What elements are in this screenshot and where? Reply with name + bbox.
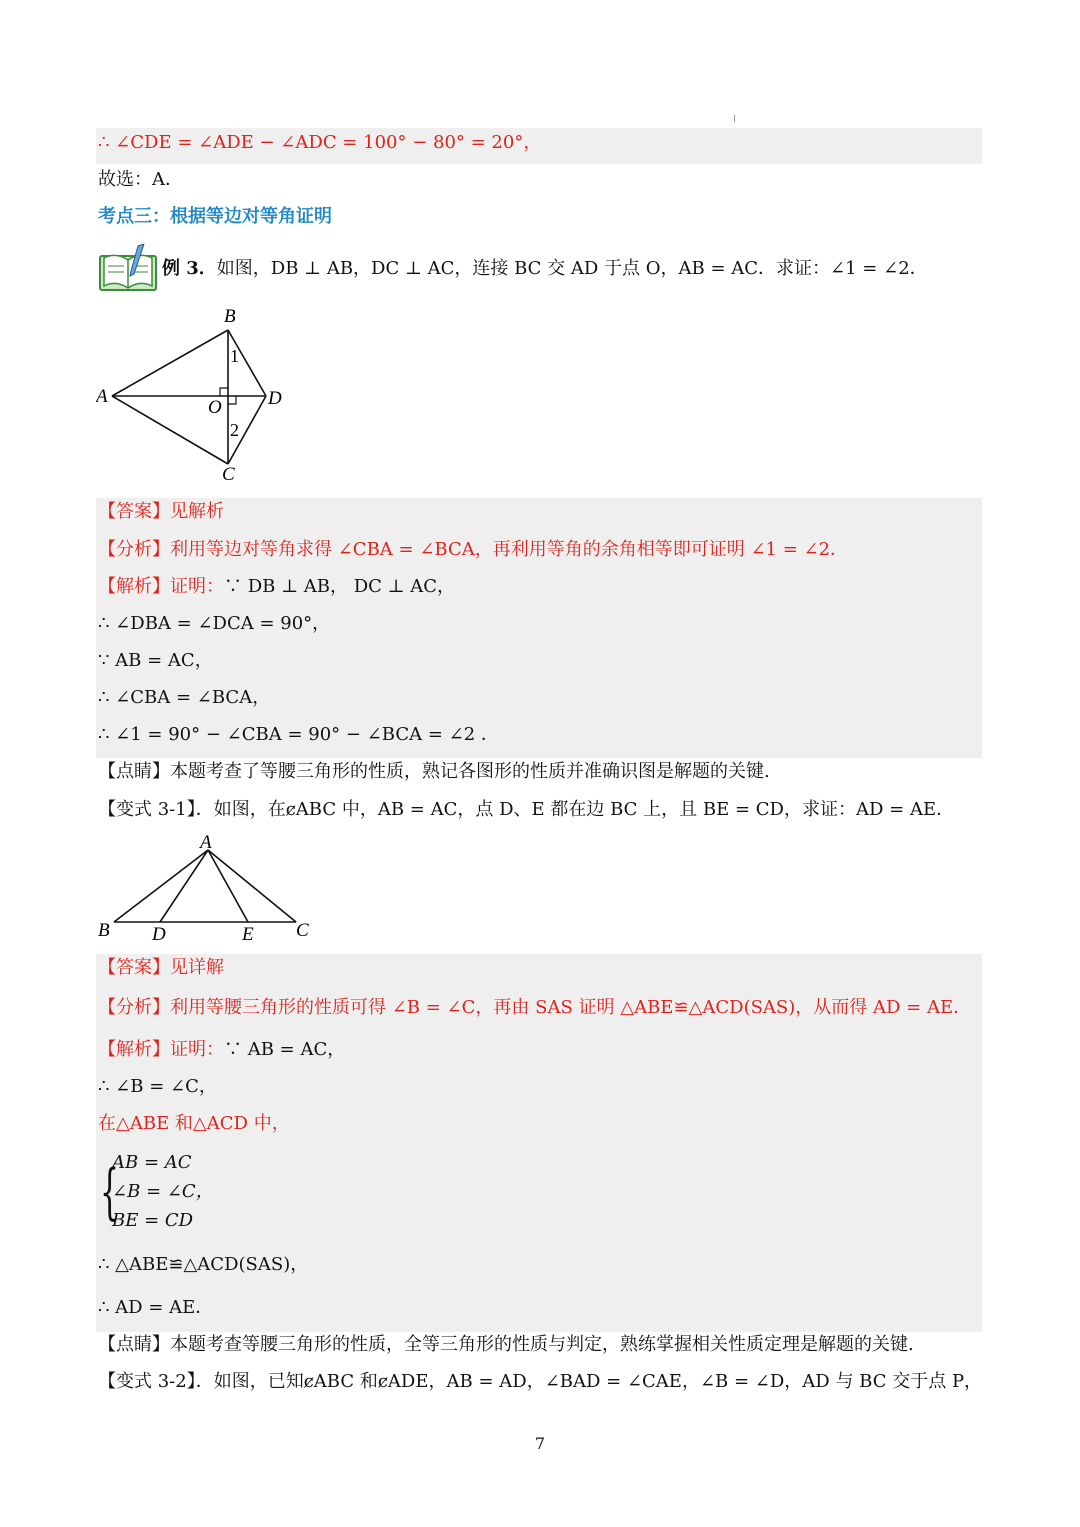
- label-C: C: [222, 464, 235, 485]
- var31-analysis: [98, 996, 971, 1020]
- label-C: C: [296, 920, 309, 941]
- variant-3-2: [98, 1370, 982, 1394]
- system-eq-3: BE = CD: [112, 1210, 194, 1231]
- var31-solution-lead: 证明：: [170, 1039, 224, 1060]
- example-3-label: 例 3．: [162, 258, 217, 279]
- ex3-answer-text: 见解析: [170, 501, 224, 522]
- var31-answer-tag: 【答案】: [98, 957, 170, 978]
- right-angle-mark-top: [220, 388, 228, 396]
- variant-3-1-label: 【变式 3-1】: [98, 799, 196, 820]
- var31-comment-text: 本题考查等腰三角形的性质，全等三角形的性质与判定，熟练掌握相关性质定理是解题的关键.: [170, 1334, 914, 1355]
- top-equation: ∴ ∠CDE = ∠ADE − ∠ADC = 100° − 80° = 20°，: [98, 132, 542, 153]
- example-3: [162, 257, 928, 281]
- label-B: B: [98, 920, 110, 941]
- label-A: A: [96, 386, 108, 407]
- system-eq-1: AB = AC: [112, 1152, 192, 1173]
- ex3-solution-lead: 证明：: [170, 576, 224, 597]
- answer-choice: 故选：A．: [98, 169, 183, 190]
- variant-3-2-text: ．如图，已知ȼABC 和ȼADE，AB = AD，∠BAD = ∠CAE，∠B = ∠D，AD 与 BC 交于点 P，: [195, 1371, 983, 1392]
- ex3-analysis: [98, 538, 848, 562]
- page-number: 7: [534, 1434, 546, 1453]
- seg-AC: [208, 850, 296, 922]
- ex3-solution-3: ∵ AB = AC，: [98, 650, 213, 671]
- ex3-solution-4: ∴ ∠CBA = ∠BCA，: [98, 687, 271, 708]
- ex3-answer: [98, 500, 224, 524]
- ex3-solution-2: ∴ ∠DBA = ∠DCA = 90°，: [98, 613, 331, 634]
- book-icon: [98, 244, 160, 298]
- var31-comment-tag: 【点睛】: [98, 1334, 170, 1355]
- ex3-analysis-tag: 【分析】: [98, 539, 170, 560]
- var31-analysis-tag: 【分析】: [98, 997, 170, 1018]
- figure-triangle: [96, 830, 326, 952]
- var31-solution-first: ∵ AB = AC，: [224, 1039, 346, 1060]
- var31-solution-3: 在△ABE 和△ACD 中，: [98, 1113, 290, 1134]
- var31-solution-5: ∴ AD = AE．: [98, 1297, 214, 1318]
- seg-AD: [160, 850, 208, 922]
- var31-answer-text: 见详解: [170, 957, 224, 978]
- label-angle-2: 2: [230, 420, 239, 440]
- ex3-solution-1: [98, 575, 455, 599]
- var31-solution-tag: 【解析】: [98, 1039, 170, 1060]
- var31-comment: [98, 1333, 914, 1357]
- var31-solution-4: ∴ △ABE≌△ACD(SAS)，: [98, 1254, 309, 1275]
- label-A: A: [200, 832, 212, 853]
- var31-analysis-text2: 从而得 AD = AE．: [813, 997, 972, 1018]
- seg-AE: [208, 850, 248, 922]
- ex3-analysis-text: 利用等边对等角求得 ∠CBA = ∠BCA，再利用等角的余角相等即可证明 ∠1 = ∠2．: [170, 539, 849, 560]
- label-E: E: [242, 924, 254, 945]
- variant-3-1-text: ．如图，在ȼABC 中，AB = AC，点 D、E 都在边 BC 上，且 BE = CD，求证：AD = AE．: [195, 799, 955, 820]
- ex3-answer-tag: 【答案】: [98, 501, 170, 522]
- ex3-comment-text: 本题考查了等腰三角形的性质，熟记各图形的性质并准确识图是解题的关键.: [170, 761, 770, 782]
- ex3-solution-tag: 【解析】: [98, 576, 170, 597]
- label-angle-1: 1: [230, 346, 239, 366]
- figure-kite: [96, 300, 296, 494]
- section-title: 考点三：根据等边对等角证明: [98, 206, 332, 227]
- example-3-text: 如图，DB ⊥ AB，DC ⊥ AC，连接 BC 交 AD 于点 O，AB = AC．求证：∠1 = ∠2．: [216, 258, 928, 279]
- label-D: D: [152, 924, 166, 945]
- var31-answer: [98, 956, 224, 980]
- ex3-solution-line: ∵ DB ⊥ AB， DC ⊥ AC，: [224, 576, 456, 597]
- ex3-comment-tag: 【点睛】: [98, 761, 170, 782]
- variant-3-2-label: 【变式 3-2】: [98, 1371, 196, 1392]
- var31-solution-1: [98, 1038, 345, 1062]
- var31-solution-2: ∴ ∠B = ∠C，: [98, 1076, 217, 1097]
- seg-AB: [114, 850, 208, 922]
- var31-analysis-text1: 利用等腰三角形的性质可得 ∠B = ∠C，再由 SAS 证明 △ABE≌△ACD(SAS)，: [170, 997, 814, 1018]
- ex3-solution-5: ∴ ∠1 = 90° − ∠CBA = 90° − ∠BCA = ∠2 ．: [98, 724, 499, 745]
- label-O: O: [208, 397, 222, 418]
- variant-3-1: [98, 798, 954, 822]
- label-D: D: [268, 388, 282, 409]
- margin-mark: [734, 115, 735, 122]
- system-brace: {: [100, 1157, 120, 1227]
- label-B: B: [224, 306, 236, 327]
- right-angle-mark-bottom: [228, 396, 236, 404]
- system-eq-2: ∠B = ∠C，: [112, 1181, 214, 1202]
- ex3-comment: [98, 760, 770, 784]
- seg-AB: [112, 330, 228, 396]
